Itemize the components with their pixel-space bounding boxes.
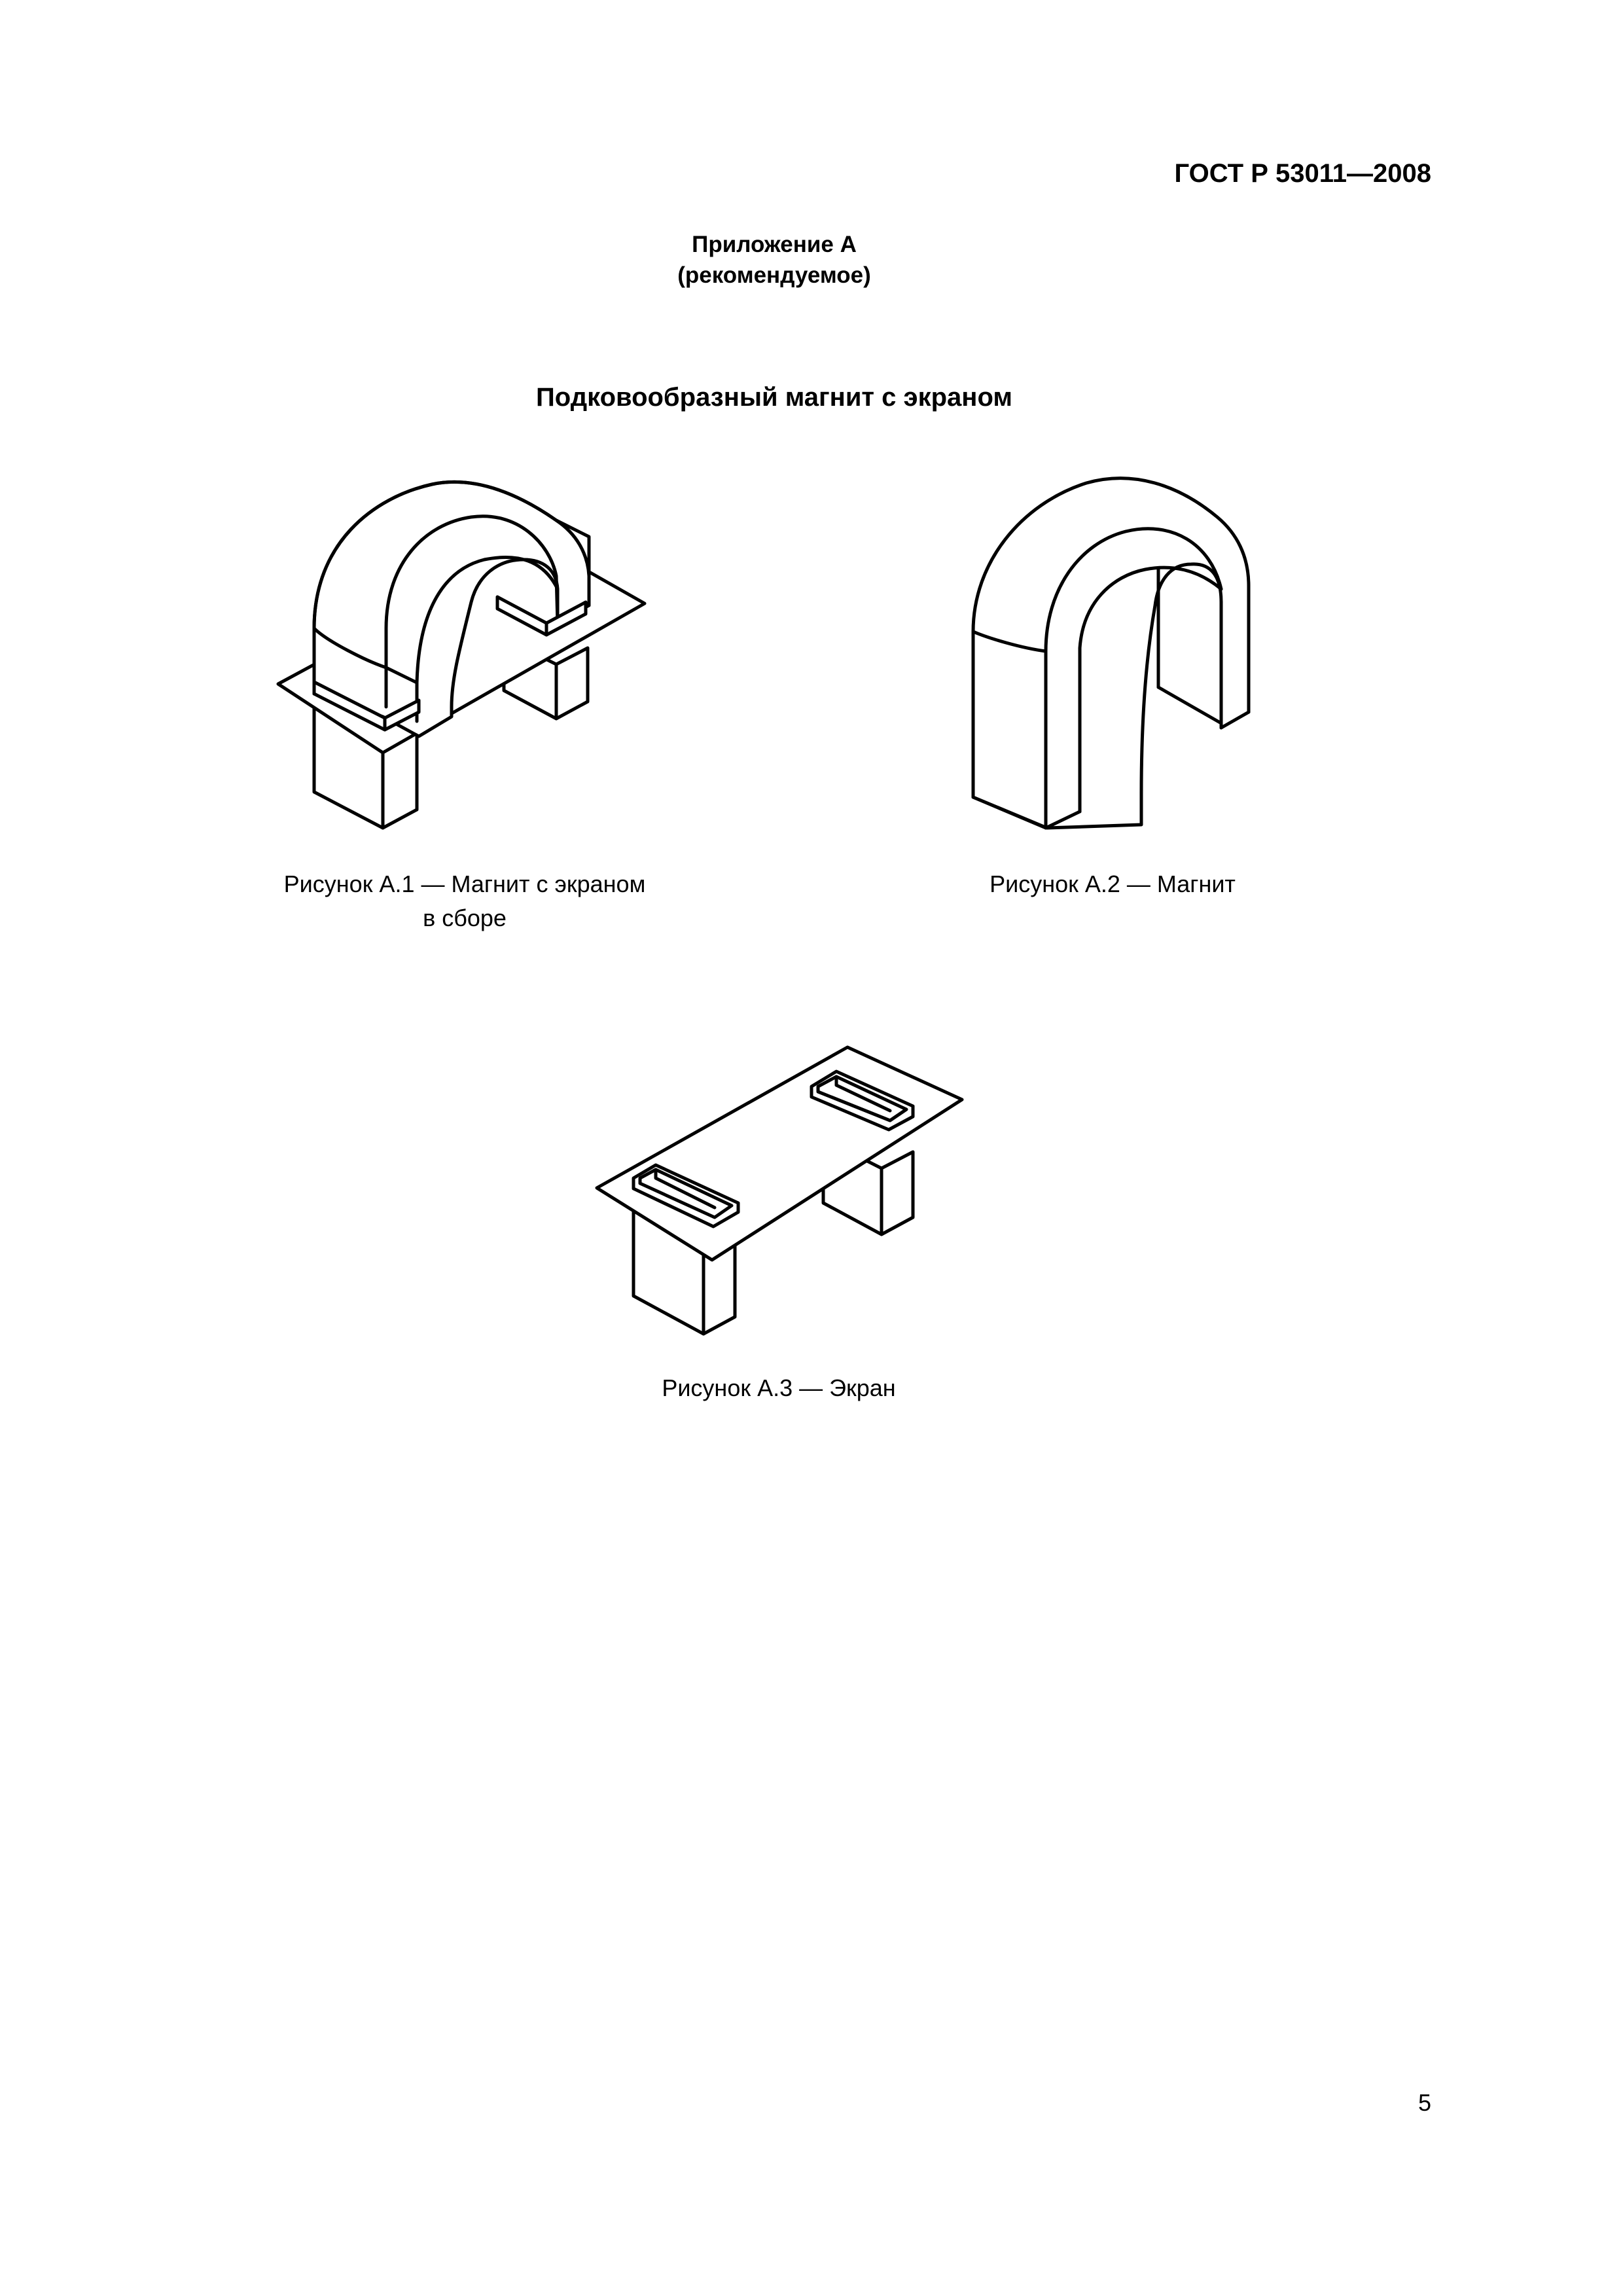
figure-a2-caption	[916, 867, 1309, 901]
figure-a2-magnet	[955, 471, 1270, 838]
section-title: Подковообразный магнит с экраном	[536, 383, 1012, 412]
figure-a3-caption-line1: Рисунок А.3 — Экран	[662, 1374, 896, 1401]
page-number: 5	[1418, 2089, 1431, 2116]
appendix-status: (рекомендуемое)	[677, 262, 871, 288]
appendix-heading	[0, 229, 1548, 291]
figure-a1-drawing	[275, 471, 668, 838]
figure-a1-magnet-with-shield	[275, 471, 668, 838]
figure-a3-drawing	[582, 1021, 975, 1348]
figure-a2-caption-line1: Рисунок А.2 — Магнит	[990, 870, 1236, 897]
figure-a1-caption-line2: в сборе	[423, 905, 507, 931]
figure-a3-caption	[582, 1371, 975, 1405]
figure-a1-caption-line1: Рисунок А.1 — Магнит с экраном	[283, 870, 646, 897]
figure-a3-shield	[582, 1021, 975, 1348]
document-id: ГОСТ Р 53011—2008	[1174, 159, 1431, 188]
figure-a2-drawing	[955, 471, 1270, 838]
appendix-label: Приложение А	[692, 232, 857, 257]
figure-a1-caption	[236, 867, 694, 935]
